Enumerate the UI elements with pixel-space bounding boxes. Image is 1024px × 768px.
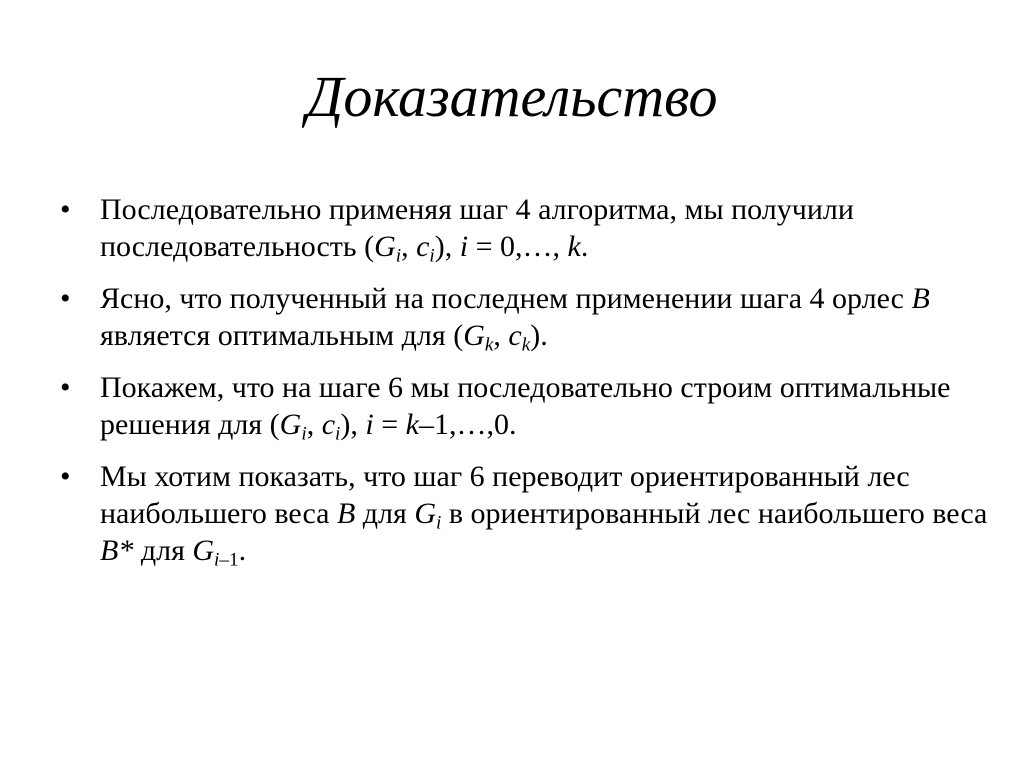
bullet-text: = [373, 408, 406, 441]
bullet-text: –1,…,0. [418, 408, 517, 441]
bullet-text: для [133, 534, 193, 567]
bullet-text: для [355, 497, 415, 530]
math-var: B [336, 497, 356, 530]
bullet-text: ), [340, 408, 366, 441]
bullet-text: в ориентированный лес наибольшего веса [441, 497, 988, 530]
math-subscript-var: i [214, 549, 220, 571]
bullet-item-1 [58, 191, 998, 265]
math-subscript [214, 549, 239, 570]
math-var: c [321, 408, 336, 441]
math-var: c [416, 230, 430, 263]
bullet-text: Покажем, что на шаге 6 мы последовательно строим оптимальные решения для ( [100, 371, 951, 441]
bullet-dot-icon: • [60, 193, 71, 226]
bullet-text: , [401, 230, 417, 263]
math-var: G [374, 230, 396, 263]
math-var: G [463, 319, 485, 352]
math-subscript: k [484, 334, 494, 356]
bullet-text: ), [434, 230, 460, 263]
math-subscript-rest: –1 [219, 549, 239, 571]
bullet-dot-icon: • [60, 282, 71, 315]
math-subscript: i [436, 512, 442, 534]
math-subscript: k [521, 334, 531, 356]
math-subscript: i [429, 245, 435, 267]
bullet-item-2 [58, 280, 998, 354]
bullet-dot-icon: • [60, 371, 71, 404]
math-var: B [911, 282, 930, 315]
math-var: c [508, 319, 522, 352]
bullet-text: Ясно, что полученный на последнем применении шага 4 орлес [100, 282, 912, 315]
math-var: B* [100, 534, 134, 567]
math-subscript: i [395, 245, 402, 267]
bullet-text: Последовательно применяя шаг 4 алгоритма, мы получили последовательность ( [100, 193, 854, 263]
bullet-text: , [493, 319, 509, 352]
bullet-item-3 [58, 369, 998, 443]
math-subscript: i [301, 423, 307, 445]
math-var: k [405, 408, 419, 441]
bullet-text: . [238, 534, 247, 567]
bullet-dot-icon: • [60, 460, 71, 493]
math-var: k [567, 230, 581, 263]
bullet-text: . [580, 230, 589, 263]
math-var: G [279, 408, 302, 441]
bullet-text: Мы хотим показать, что шаг 6 переводит ориентированный лес наибольшего веса [100, 460, 910, 530]
bullet-text: является оптимальным для ( [100, 319, 464, 352]
math-var: i [365, 408, 374, 441]
slide-title: Доказательство [306, 64, 718, 129]
math-subscript: i [335, 423, 341, 445]
math-var: G [414, 497, 437, 530]
math-var: G [192, 534, 215, 567]
bullet-text: ). [530, 319, 548, 352]
bullet-text: = 0,…, [468, 230, 568, 263]
bullet-list [58, 191, 998, 584]
bullet-item-4 [58, 458, 998, 569]
bullet-text: , [306, 408, 322, 441]
math-var: i [459, 230, 469, 263]
